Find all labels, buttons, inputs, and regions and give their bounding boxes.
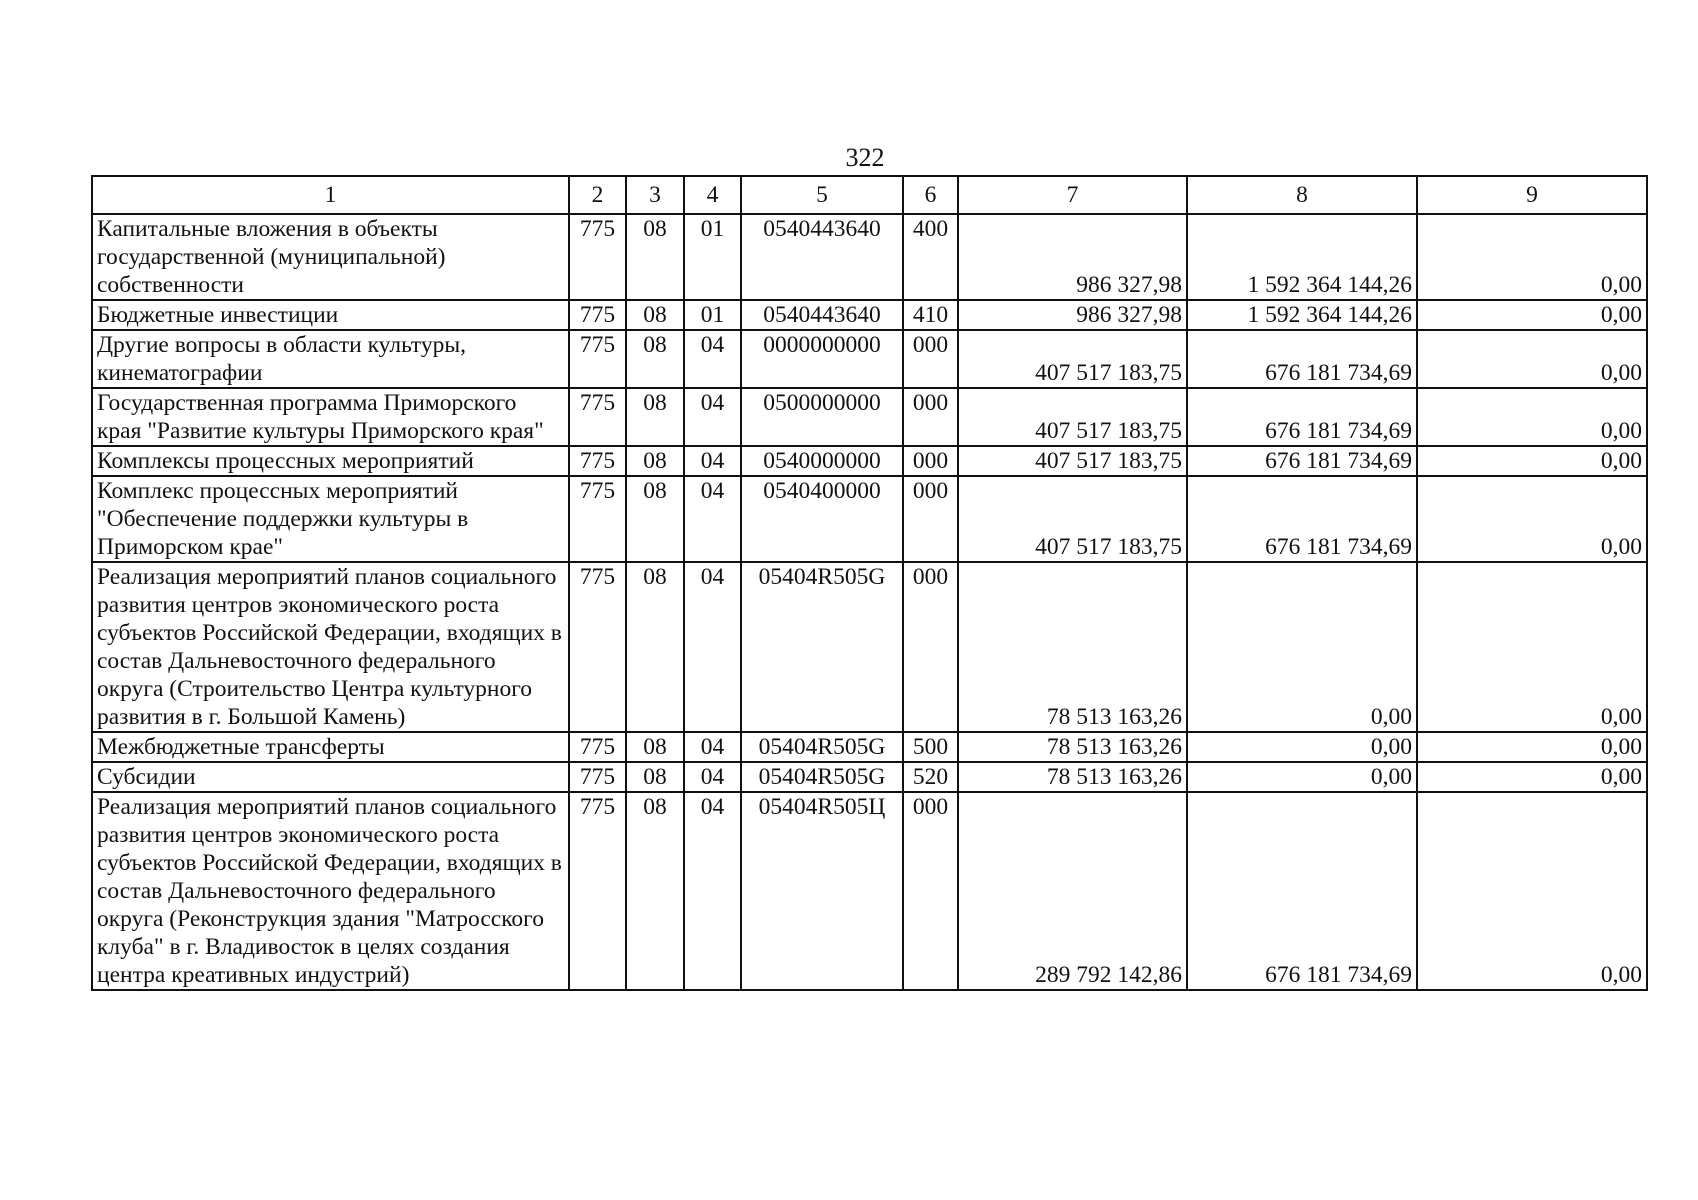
section-code: 08	[626, 300, 684, 330]
amount-col-8: 676 181 734,69	[1187, 446, 1417, 476]
target-article-code: 0000000000	[741, 330, 903, 388]
target-article-code: 05404R505G	[741, 562, 903, 732]
section-code: 08	[626, 476, 684, 562]
amount-col-8: 1 592 364 144,26	[1187, 300, 1417, 330]
subsection-code: 04	[684, 330, 741, 388]
table-row	[92, 388, 1647, 446]
amount-col-8: 676 181 734,69	[1187, 388, 1417, 446]
expense-type-code: 000	[903, 562, 958, 732]
target-article-code: 0540000000	[741, 446, 903, 476]
admin-code: 775	[569, 446, 626, 476]
expense-type-code: 000	[903, 792, 958, 990]
amount-col-7: 78 513 163,26	[958, 562, 1187, 732]
amount-col-9: 0,00	[1417, 214, 1647, 300]
admin-code: 775	[569, 330, 626, 388]
expense-type-code: 000	[903, 446, 958, 476]
amount-col-9: 0,00	[1417, 330, 1647, 388]
header-cell: 8	[1187, 176, 1417, 214]
section-code: 08	[626, 762, 684, 792]
expense-type-code: 400	[903, 214, 958, 300]
table-row	[92, 762, 1647, 792]
header-cell: 6	[903, 176, 958, 214]
row-name: Реализация мероприятий планов социального развития центров экономического роста субъектов Российской Федерации, входящих в состав Дальневосточного федерального округа (Строительство Центра культурного развития в г. Большой Камень)	[92, 562, 569, 732]
row-name: Капитальные вложения в объекты государственной (муниципальной) собственности	[92, 214, 569, 300]
subsection-code: 04	[684, 476, 741, 562]
header-cell: 7	[958, 176, 1187, 214]
subsection-code: 01	[684, 214, 741, 300]
admin-code: 775	[569, 214, 626, 300]
header-cell: 2	[569, 176, 626, 214]
admin-code: 775	[569, 562, 626, 732]
header-cell: 4	[684, 176, 741, 214]
header-cell: 1	[92, 176, 569, 214]
amount-col-7: 407 517 183,75	[958, 388, 1187, 446]
subsection-code: 04	[684, 762, 741, 792]
row-name: Комплекс процессных мероприятий "Обеспечение поддержки культуры в Приморском крае"	[92, 476, 569, 562]
table-row	[92, 792, 1647, 990]
table-row	[92, 446, 1647, 476]
amount-col-7: 78 513 163,26	[958, 762, 1187, 792]
amount-col-8: 1 592 364 144,26	[1187, 214, 1417, 300]
subsection-code: 04	[684, 562, 741, 732]
admin-code: 775	[569, 300, 626, 330]
subsection-code: 04	[684, 732, 741, 762]
target-article-code: 0540443640	[741, 300, 903, 330]
admin-code: 775	[569, 476, 626, 562]
budget-table	[91, 175, 1648, 991]
subsection-code: 04	[684, 792, 741, 990]
table-row	[92, 562, 1647, 732]
header-cell: 3	[626, 176, 684, 214]
amount-col-7: 986 327,98	[958, 214, 1187, 300]
header-cell: 9	[1417, 176, 1647, 214]
section-code: 08	[626, 388, 684, 446]
amount-col-9: 0,00	[1417, 300, 1647, 330]
admin-code: 775	[569, 732, 626, 762]
table-row	[92, 476, 1647, 562]
amount-col-7: 407 517 183,75	[958, 446, 1187, 476]
row-name: Другие вопросы в области культуры, кинематографии	[92, 330, 569, 388]
expense-type-code: 000	[903, 476, 958, 562]
amount-col-8: 676 181 734,69	[1187, 330, 1417, 388]
header-row	[92, 176, 1647, 214]
amount-col-8: 0,00	[1187, 762, 1417, 792]
row-name: Субсидии	[92, 762, 569, 792]
expense-type-code: 000	[903, 330, 958, 388]
amount-col-9: 0,00	[1417, 476, 1647, 562]
row-name: Бюджетные инвестиции	[92, 300, 569, 330]
amount-col-8: 0,00	[1187, 732, 1417, 762]
table-row	[92, 330, 1647, 388]
row-name: Комплексы процессных мероприятий	[92, 446, 569, 476]
table-row	[92, 214, 1647, 300]
amount-col-9: 0,00	[1417, 562, 1647, 732]
target-article-code: 0540443640	[741, 214, 903, 300]
target-article-code: 0500000000	[741, 388, 903, 446]
row-name: Государственная программа Приморского края "Развитие культуры Приморского края"	[92, 388, 569, 446]
section-code: 08	[626, 562, 684, 732]
admin-code: 775	[569, 388, 626, 446]
row-name: Межбюджетные трансферты	[92, 732, 569, 762]
admin-code: 775	[569, 762, 626, 792]
amount-col-9: 0,00	[1417, 792, 1647, 990]
amount-col-8: 0,00	[1187, 562, 1417, 732]
expense-type-code: 410	[903, 300, 958, 330]
subsection-code: 04	[684, 388, 741, 446]
subsection-code: 01	[684, 300, 741, 330]
amount-col-8: 676 181 734,69	[1187, 476, 1417, 562]
amount-col-7: 78 513 163,26	[958, 732, 1187, 762]
amount-col-7: 986 327,98	[958, 300, 1187, 330]
amount-col-9: 0,00	[1417, 446, 1647, 476]
section-code: 08	[626, 792, 684, 990]
target-article-code: 05404R505Ц	[741, 792, 903, 990]
page-number: 322	[845, 143, 885, 172]
expense-type-code: 520	[903, 762, 958, 792]
target-article-code: 0540400000	[741, 476, 903, 562]
target-article-code: 05404R505G	[741, 762, 903, 792]
section-code: 08	[626, 330, 684, 388]
amount-col-7: 407 517 183,75	[958, 476, 1187, 562]
subsection-code: 04	[684, 446, 741, 476]
section-code: 08	[626, 446, 684, 476]
section-code: 08	[626, 214, 684, 300]
target-article-code: 05404R505G	[741, 732, 903, 762]
admin-code: 775	[569, 792, 626, 990]
amount-col-9: 0,00	[1417, 762, 1647, 792]
expense-type-code: 000	[903, 388, 958, 446]
amount-col-9: 0,00	[1417, 388, 1647, 446]
table-row	[92, 732, 1647, 762]
amount-col-7: 407 517 183,75	[958, 330, 1187, 388]
row-name: Реализация мероприятий планов социального развития центров экономического роста субъектов Российской Федерации, входящих в состав Дальневосточного федерального округа (Реконструкция здания "Матросского клуба" в г. Владивосток в целях создания центра креативных индустрий)	[92, 792, 569, 990]
table-row	[92, 300, 1647, 330]
amount-col-9: 0,00	[1417, 732, 1647, 762]
section-code: 08	[626, 732, 684, 762]
amount-col-7: 289 792 142,86	[958, 792, 1187, 990]
amount-col-8: 676 181 734,69	[1187, 792, 1417, 990]
expense-type-code: 500	[903, 732, 958, 762]
header-cell: 5	[741, 176, 903, 214]
